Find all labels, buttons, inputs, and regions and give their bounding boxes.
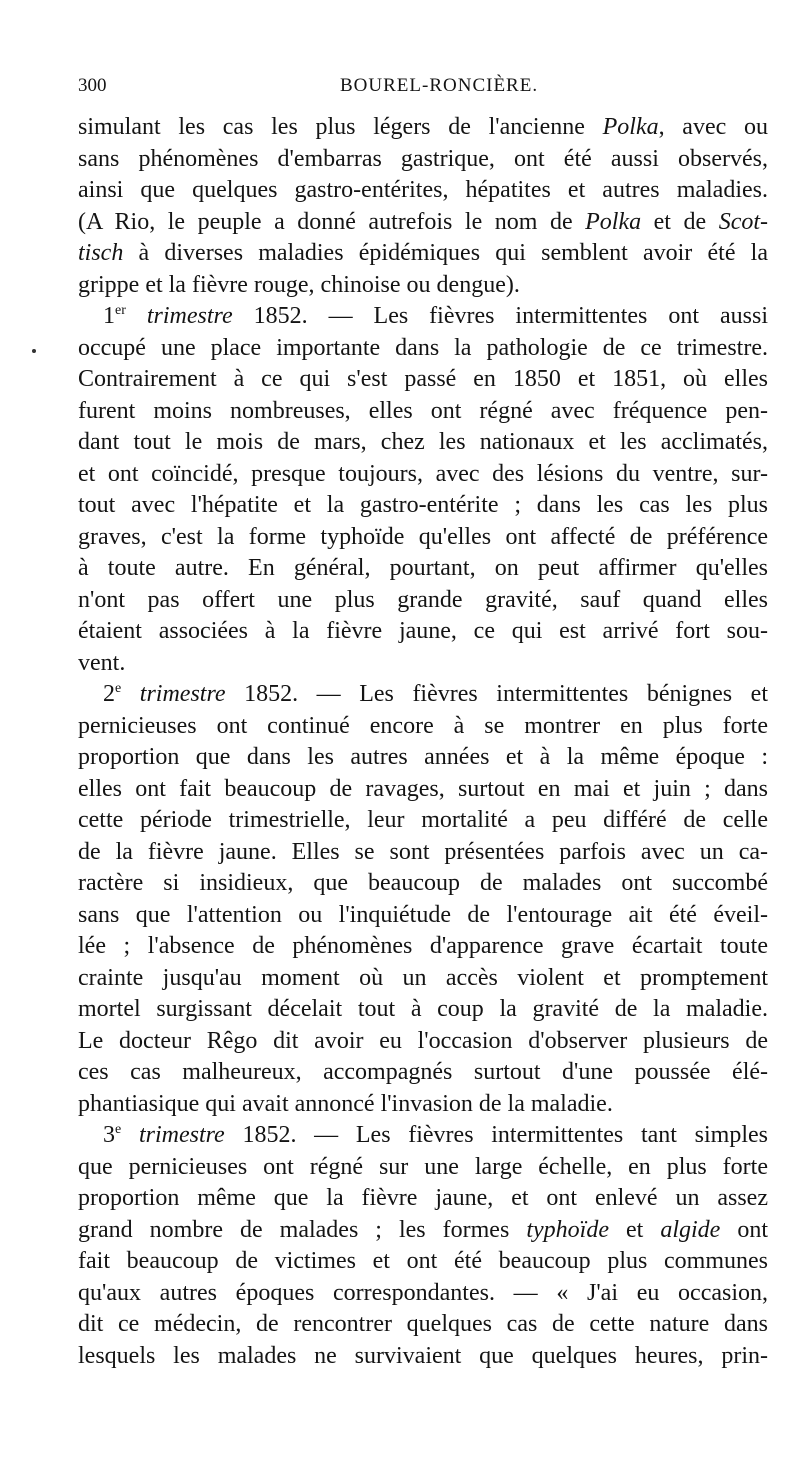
text-line: proportion que dans les autres années et à la même époque :: [78, 744, 768, 770]
text-line: cette période trimestrielle, leur mortalité a peu différé de celle: [78, 807, 768, 833]
text-line: grippe et la fièvre rouge, chinoise ou dengue).: [78, 271, 520, 298]
text-line: (A Rio, le peuple a donné autrefois le nom de Polka et de Scot-: [78, 208, 768, 235]
text-line: Contrairement à ce qui s'est passé en 1850 et 1851, où elles: [78, 366, 768, 392]
page-number: 300: [78, 75, 107, 96]
text-line: que pernicieuses ont régné sur une large échelle, en plus forte: [78, 1153, 768, 1180]
text-line: occupé une place importante dans la pathologie de ce trimestre.: [78, 334, 768, 361]
paragraph-start-line: 1er trimestre 1852. — Les fièvres intermittentes ont aussi: [103, 303, 768, 329]
text-line: qu'aux autres époques correspondantes. — « J'ai eu occasion,: [78, 1279, 768, 1306]
text-line: dant tout le mois de mars, chez les nationaux et les acclimatés,: [78, 429, 768, 455]
text-line: et ont coïncidé, presque toujours, avec des lésions du ventre, sur-: [78, 460, 768, 487]
text-line: étaient associées à la fièvre jaune, ce qui est arrivé fort sou-: [78, 618, 768, 644]
text-line: proportion même que la fièvre jaune, et ont enlevé un assez: [78, 1185, 768, 1211]
paragraph-start-line: 3e trimestre 1852. — Les fièvres intermittentes tant simples: [103, 1122, 768, 1148]
text-line: fait beaucoup de victimes et ont été beaucoup plus communes: [78, 1248, 768, 1274]
text-line: pernicieuses ont continué encore à se montrer en plus forte: [78, 712, 768, 739]
text-line: à toute autre. En général, pourtant, on peut affirmer qu'elles: [78, 555, 768, 581]
running-title: BOUREL-RONCIÈRE.: [340, 75, 539, 96]
text-line: tout avec l'hépatite et la gastro-entérite ; dans les cas les plus: [78, 492, 768, 518]
text-line: de la fièvre jaune. Elles se sont présentées parfois avec un ca-: [78, 838, 768, 865]
text-line: simulant les cas les plus légers de l'ancienne Polka, avec ou: [78, 114, 768, 140]
text-line: tisch à diverses maladies épidémiques qui semblent avoir été la: [78, 240, 768, 266]
text-line: n'ont pas offert une plus grande gravité, sauf quand elles: [78, 586, 768, 613]
text-line: graves, c'est la forme typhoïde qu'elles ont affecté de préférence: [78, 523, 768, 550]
text-line: crainte jusqu'au moment où un accès violent et promptement: [78, 964, 768, 991]
text-line: lée ; l'absence de phénomènes d'apparence grave écartait toute: [78, 933, 768, 959]
text-line: elles ont fait beaucoup de ravages, surtout en mai et juin ; dans: [78, 775, 768, 802]
text-line: dit ce médecin, de rencontrer quelques cas de cette nature dans: [78, 1311, 768, 1337]
text-line: mortel surgissant décelait tout à coup la gravité de la maladie.: [78, 996, 768, 1022]
text-line: grand nombre de malades ; les formes typhoïde et algide ont: [78, 1216, 768, 1243]
text-line: furent moins nombreuses, elles ont régné avec fréquence pen-: [78, 397, 768, 424]
text-line: sans que l'attention ou l'inquiétude de l'entourage ait été éveil-: [78, 901, 768, 928]
margin-dot: [32, 349, 36, 353]
text-line: ces cas malheureux, accompagnés surtout d'une poussée élé-: [78, 1059, 768, 1085]
text-line: phantiasique qui avait annoncé l'invasion de la maladie.: [78, 1090, 613, 1117]
page-header: [78, 75, 768, 105]
text-line: lesquels les malades ne survivaient que quelques heures, prin-: [78, 1342, 768, 1369]
text-line: vent.: [78, 649, 126, 676]
text-line: ainsi que quelques gastro-entérites, hépatites et autres maladies.: [78, 177, 768, 203]
text-line: sans phénomènes d'embarras gastrique, ont été aussi observés,: [78, 145, 768, 172]
paragraph-start-line: 2e trimestre 1852. — Les fièvres intermittentes bénignes et: [103, 681, 768, 707]
text-line: ractère si insidieux, que beaucoup de malades ont succombé: [78, 870, 768, 896]
body-text: [78, 112, 768, 1372]
text-line: Le docteur Rêgo dit avoir eu l'occasion d'observer plusieurs de: [78, 1027, 768, 1054]
